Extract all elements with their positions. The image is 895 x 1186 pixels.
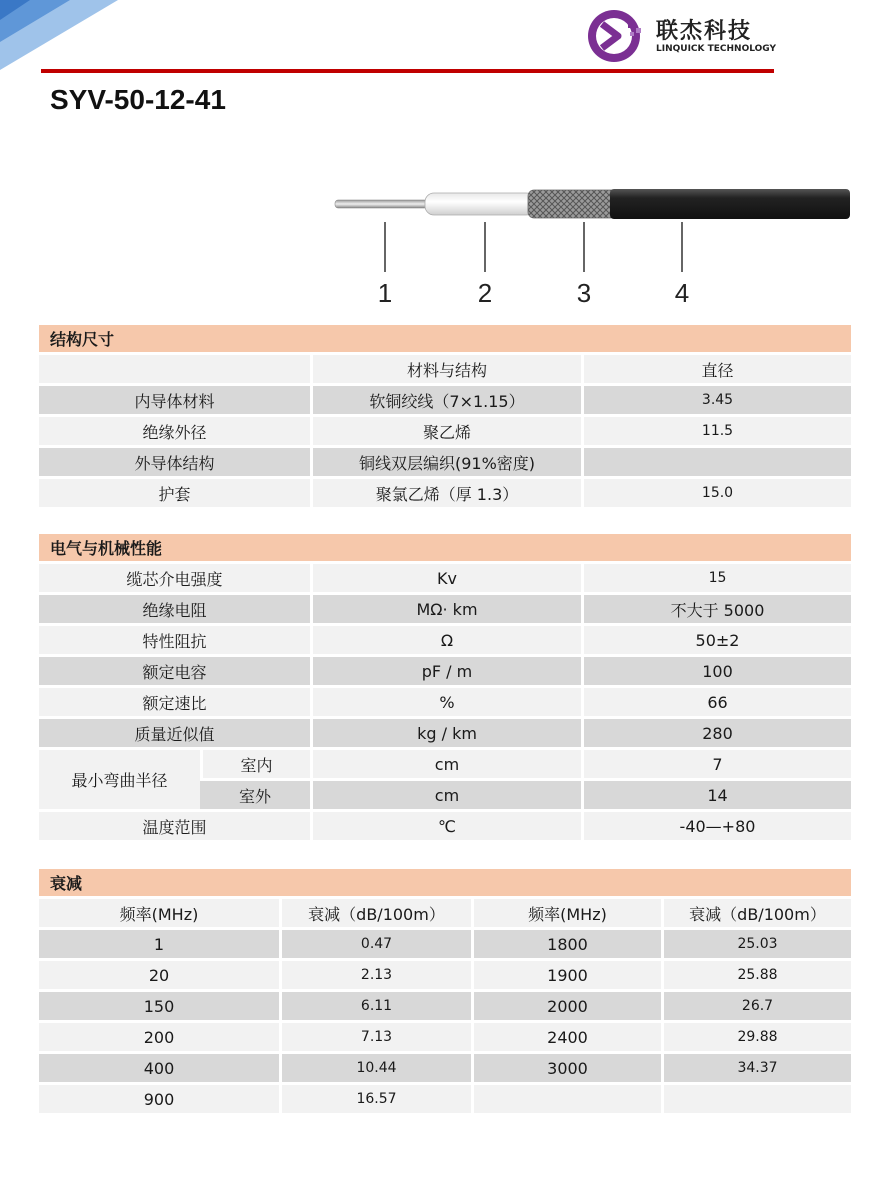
table-row <box>39 448 851 476</box>
corner-decoration <box>0 0 130 80</box>
row-label: 绝缘外径 <box>39 417 310 445</box>
value-cell: 100 <box>581 657 851 685</box>
diagram-label-4: 4 <box>674 278 690 308</box>
atten-cell: 6.11 <box>279 992 471 1020</box>
freq-cell: 2000 <box>471 992 661 1020</box>
freq-cell: 1800 <box>471 930 661 958</box>
table-row <box>39 564 851 592</box>
row-label: 外导体结构 <box>39 448 310 476</box>
atten-cell: 34.37 <box>661 1054 851 1082</box>
sub-label: 室外 <box>200 781 310 809</box>
material-cell: 聚乙烯 <box>310 417 581 445</box>
row-label: 绝缘电阻 <box>39 595 310 623</box>
attenuation-table <box>39 866 851 1116</box>
atten-cell: 25.03 <box>661 930 851 958</box>
diagram-label-3: 3 <box>576 278 592 308</box>
header-cell: 衰减（dB/100m） <box>661 899 851 927</box>
value-cell: 50±2 <box>581 626 851 654</box>
table-row <box>39 930 851 958</box>
table-header-row <box>39 355 851 383</box>
header-cell: 直径 <box>581 355 851 383</box>
freq-cell: 150 <box>39 992 279 1020</box>
section-title: 电气与机械性能 <box>39 534 851 561</box>
table-header-row <box>39 899 851 927</box>
diameter-cell <box>581 448 851 476</box>
atten-cell: 0.47 <box>279 930 471 958</box>
table-row <box>39 595 851 623</box>
row-label: 温度范围 <box>39 812 310 840</box>
row-label: 内导体材料 <box>39 386 310 414</box>
value-cell: 15 <box>581 564 851 592</box>
freq-cell: 200 <box>39 1023 279 1051</box>
row-label: 额定速比 <box>39 688 310 716</box>
freq-cell <box>471 1085 661 1113</box>
electrical-table <box>39 531 851 843</box>
header-cell: 频率(MHz) <box>471 899 661 927</box>
table-row <box>39 386 851 414</box>
atten-cell: 10.44 <box>279 1054 471 1082</box>
unit-cell: MΩ· km <box>310 595 581 623</box>
atten-cell: 16.57 <box>279 1085 471 1113</box>
table-row <box>39 1085 851 1113</box>
table-row <box>39 688 851 716</box>
material-cell: 软铜绞线（7×1.15） <box>310 386 581 414</box>
diameter-cell: 3.45 <box>581 386 851 414</box>
row-label: 额定电容 <box>39 657 310 685</box>
table-row <box>39 1054 851 1082</box>
logo-text-cn: 联杰科技 <box>656 19 753 44</box>
row-label: 护套 <box>39 479 310 507</box>
structure-table <box>39 322 851 510</box>
freq-cell: 1900 <box>471 961 661 989</box>
value-cell: 7 <box>581 750 851 778</box>
section-title: 结构尺寸 <box>39 325 851 352</box>
cable-structure-diagram <box>330 180 860 280</box>
material-cell: 铜线双层编织(91%密度) <box>310 448 581 476</box>
table-row <box>39 719 851 747</box>
header-cell: 衰减（dB/100m） <box>279 899 471 927</box>
header-divider <box>41 69 774 73</box>
diameter-cell: 15.0 <box>581 479 851 507</box>
freq-cell: 20 <box>39 961 279 989</box>
freq-cell: 1 <box>39 930 279 958</box>
table-row <box>39 812 851 840</box>
diagram-label-2: 2 <box>477 278 493 308</box>
page-title: SYV-50-12-41 <box>50 84 226 115</box>
logo-text-en: LINQUICK TECHNOLOGY <box>656 44 777 54</box>
value-cell: 不大于 5000 <box>581 595 851 623</box>
unit-cell: cm <box>310 750 581 778</box>
table-row <box>39 626 851 654</box>
unit-cell: % <box>310 688 581 716</box>
table-row <box>39 1023 851 1051</box>
table-row <box>39 417 851 445</box>
value-cell: 66 <box>581 688 851 716</box>
header-cell <box>39 355 310 383</box>
sub-label: 室内 <box>200 750 310 778</box>
row-label: 缆芯介电强度 <box>39 564 310 592</box>
row-label: 特性阻抗 <box>39 626 310 654</box>
header-cell: 材料与结构 <box>310 355 581 383</box>
material-cell: 聚氯乙烯（厚 1.3） <box>310 479 581 507</box>
value-cell: -40—+80 <box>581 812 851 840</box>
atten-cell: 2.13 <box>279 961 471 989</box>
atten-cell: 29.88 <box>661 1023 851 1051</box>
atten-cell: 7.13 <box>279 1023 471 1051</box>
freq-cell: 2400 <box>471 1023 661 1051</box>
freq-cell: 3000 <box>471 1054 661 1082</box>
diameter-cell: 11.5 <box>581 417 851 445</box>
unit-cell: ℃ <box>310 812 581 840</box>
atten-cell: 26.7 <box>661 992 851 1020</box>
atten-cell <box>661 1085 851 1113</box>
unit-cell: Ω <box>310 626 581 654</box>
table-row <box>39 992 851 1020</box>
table-row <box>39 961 851 989</box>
header-cell: 频率(MHz) <box>39 899 279 927</box>
table-row <box>39 657 851 685</box>
unit-cell: pF / m <box>310 657 581 685</box>
bend-radius-label: 最小弯曲半径 <box>39 750 200 809</box>
freq-cell: 900 <box>39 1085 279 1113</box>
value-cell: 14 <box>581 781 851 809</box>
atten-cell: 25.88 <box>661 961 851 989</box>
freq-cell: 400 <box>39 1054 279 1082</box>
unit-cell: kg / km <box>310 719 581 747</box>
row-label: 质量近似值 <box>39 719 310 747</box>
diagram-label-1: 1 <box>377 278 393 308</box>
table-row <box>39 750 851 778</box>
table-row <box>39 479 851 507</box>
value-cell: 280 <box>581 719 851 747</box>
unit-cell: Kv <box>310 564 581 592</box>
section-title: 衰减 <box>39 869 851 896</box>
unit-cell: cm <box>310 781 581 809</box>
